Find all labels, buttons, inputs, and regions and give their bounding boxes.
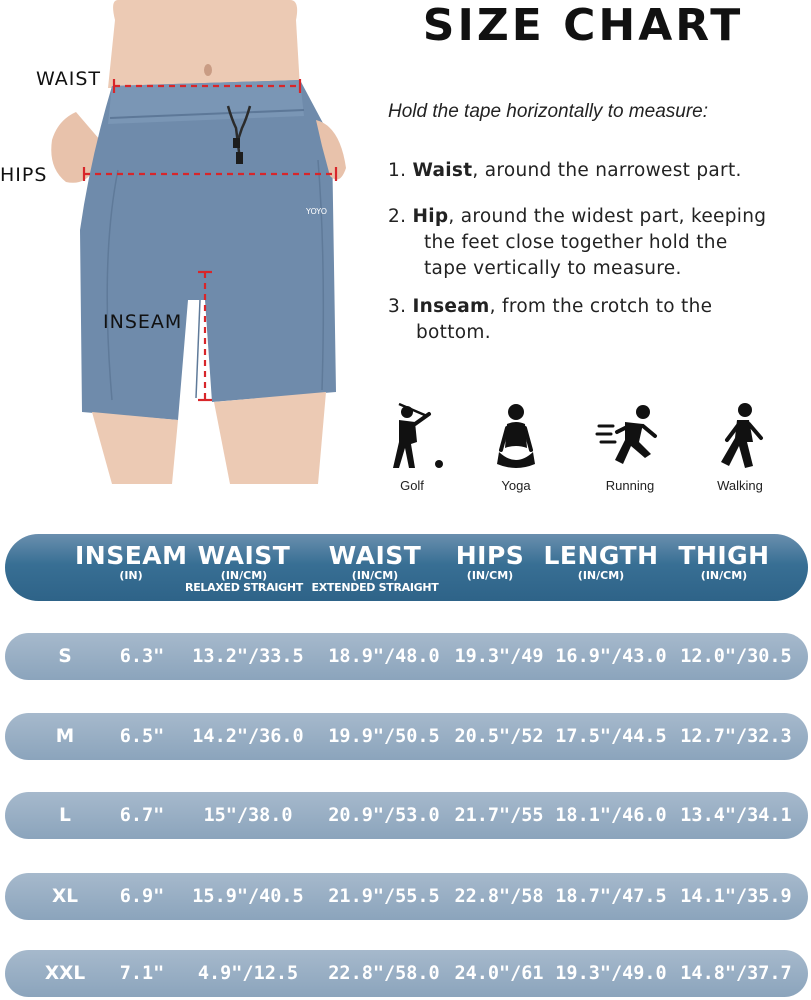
length-cell: 17.5"/44.5 [555,726,667,747]
inseam-cell: 7.1" [119,963,165,984]
header-inseam: INSEAM (IN) [75,541,188,582]
size-row-xl [5,873,808,920]
golf-icon [377,398,447,472]
activity-label: Walking [717,478,763,493]
activity-walking [700,398,780,493]
header-hips: HIPS (IN/CM) [455,541,525,582]
step-inseam: 3. Inseam, from the crotch to the bottom. [388,296,713,343]
thigh-cell: 12.7"/32.3 [680,726,792,747]
thigh-cell: 13.4"/34.1 [680,805,792,826]
waist-extended-cell: 19.9"/50.5 [328,726,440,747]
hips-label: HIPS [0,164,48,186]
hips-cell: 20.5"/52 [454,726,544,747]
thigh-cell: 14.8"/37.7 [680,963,792,984]
activity-running [590,398,670,493]
thigh-cell: 12.0"/30.5 [680,646,792,667]
hips-cell: 19.3"/49 [454,646,544,667]
waist-relaxed-cell: 14.2"/36.0 [192,726,304,747]
length-cell: 19.3"/49.0 [555,963,667,984]
size-row-s [5,633,808,680]
running-icon [595,398,665,472]
hips-cell: 21.7"/55 [454,805,544,826]
waist-relaxed-cell: 4.9"/12.5 [197,963,299,984]
activity-yoga [476,398,556,493]
waist-extended-cell: 18.9"/48.0 [328,646,440,667]
waist-label: WAIST [36,68,102,90]
size-row-m [5,713,808,760]
waist-extended-cell: 22.8"/58.0 [328,963,440,984]
waist-extended-cell: 21.9"/55.5 [328,886,440,907]
size-cell: XL [51,886,79,907]
step-term: Inseam [412,296,490,317]
length-cell: 18.1"/46.0 [555,805,667,826]
thigh-cell: 14.1"/35.9 [680,886,792,907]
size-cell: S [58,646,72,667]
activity-label: Golf [400,478,424,493]
product-figure [0,0,380,490]
size-cell: L [59,805,71,826]
step-hip: 2. Hip, around the widest part, keeping the feet close together hold the tape vertically to measure. [388,206,767,279]
activity-label: Running [605,478,655,493]
hips-cell: 24.0"/61 [454,963,544,984]
header-thigh: THIGH (IN/CM) [678,541,770,582]
yoga-icon [481,398,551,472]
length-cell: 16.9"/43.0 [555,646,667,667]
inseam-cell: 6.9" [119,886,165,907]
walking-icon [705,398,775,472]
activity-golf [372,398,452,493]
step-waist: 1. Waist, around the narrowest part. [388,160,742,181]
size-row-xxl [5,950,808,997]
inseam-cell: 6.5" [119,726,165,747]
inseam-cell: 6.7" [119,805,165,826]
hips-cell: 22.8"/58 [454,886,544,907]
brand-tag: YOYO [306,207,328,216]
size-cell: XXL [44,963,86,984]
activity-label: Yoga [501,478,531,493]
waist-extended-cell: 20.9"/53.0 [328,805,440,826]
header-waist-relaxed: WAIST (IN/CM) RELAXED STRAIGHT [185,541,303,594]
size-row-l [5,792,808,839]
size-table-header [5,534,808,601]
page-title: SIZE CHART [422,0,744,51]
header-waist-extended: WAIST (IN/CM) EXTENDED STRAIGHT [311,541,439,594]
step-term: Waist [412,160,473,181]
waist-relaxed-cell: 15"/38.0 [203,805,293,826]
waist-relaxed-cell: 13.2"/33.5 [192,646,304,667]
header-length: LENGTH (IN/CM) [543,541,659,582]
measure-intro: Hold the tape horizontally to measure: [388,101,709,122]
length-cell: 18.7"/47.5 [555,886,667,907]
size-cell: M [55,726,75,747]
step-term: Hip [412,206,449,227]
waist-relaxed-cell: 15.9"/40.5 [192,886,304,907]
inseam-cell: 6.3" [119,646,165,667]
inseam-label: INSEAM [103,311,183,333]
